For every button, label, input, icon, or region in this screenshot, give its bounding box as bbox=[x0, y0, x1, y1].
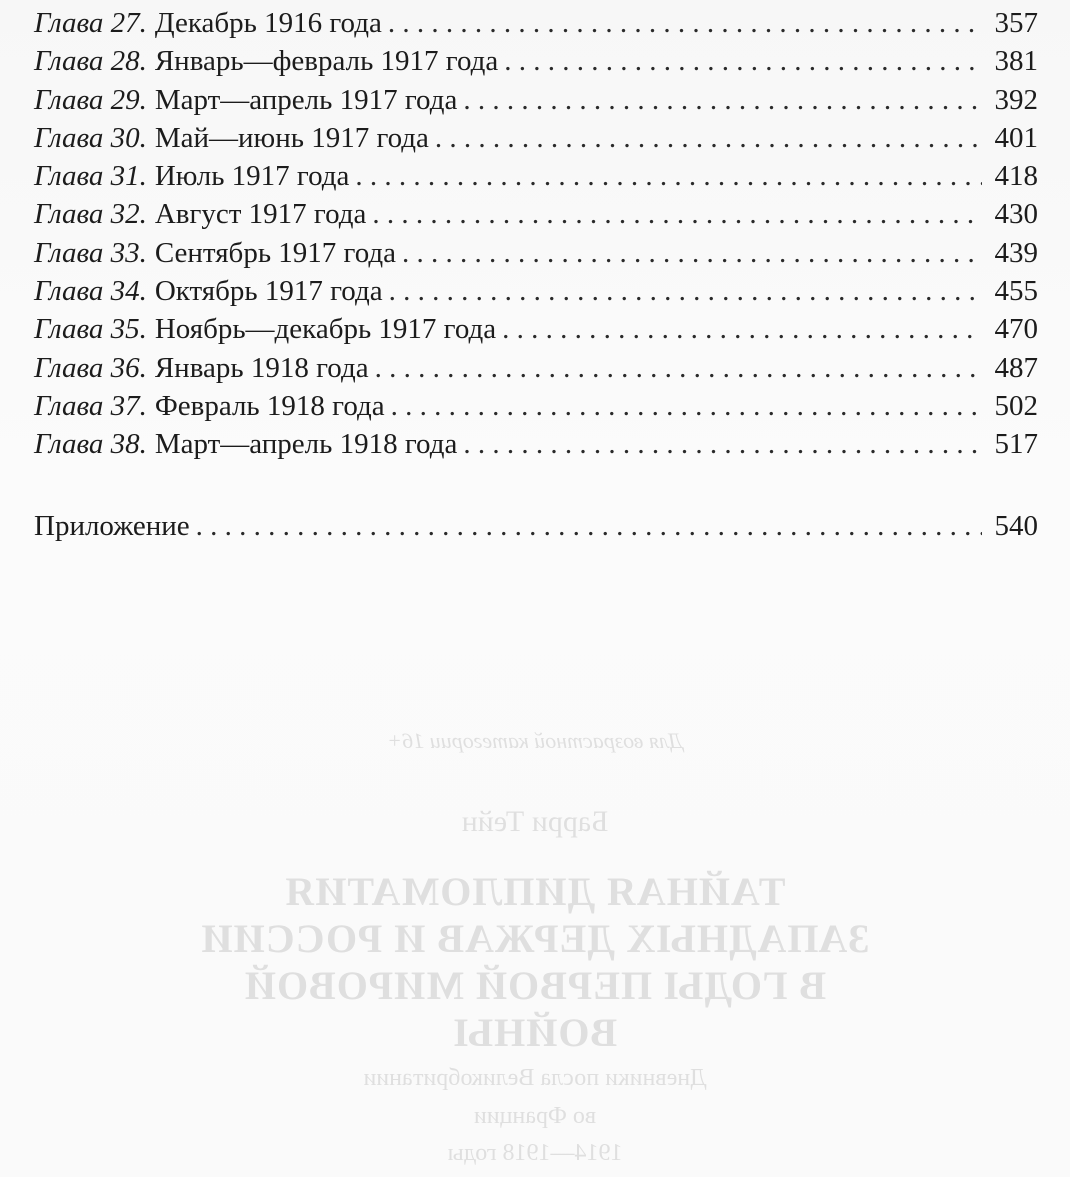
dot-leader bbox=[375, 349, 982, 387]
bleed-subtitle: 1914—1918 годы bbox=[447, 1140, 623, 1166]
toc-entry[interactable] bbox=[34, 272, 1038, 310]
bleed-title: ЗАПАДНЫХ ДЕРЖАВ И РОССИИ bbox=[200, 916, 870, 961]
page-number: 487 bbox=[994, 351, 1038, 384]
chapter-label: Глава 38. bbox=[34, 428, 147, 461]
page-number: 401 bbox=[994, 121, 1038, 154]
page-number: 381 bbox=[994, 45, 1038, 78]
chapter-label: Глава 32. bbox=[34, 198, 147, 231]
chapter-title: Август 1917 года bbox=[154, 198, 367, 231]
chapter-title: Май—июнь 1917 года bbox=[154, 121, 429, 154]
chapter-label: Глава 29. bbox=[34, 83, 147, 116]
dot-leader bbox=[391, 387, 982, 425]
toc-entry[interactable] bbox=[34, 507, 1038, 545]
toc-appendix[interactable] bbox=[34, 507, 1038, 545]
chapter-title: Март—апрель 1918 года bbox=[154, 428, 458, 461]
toc-entry[interactable] bbox=[34, 42, 1038, 80]
chapter-label: Глава 28. bbox=[34, 45, 147, 78]
dot-leader bbox=[504, 42, 982, 80]
toc-entry[interactable] bbox=[34, 4, 1038, 42]
dot-leader bbox=[388, 4, 982, 42]
chapter-label: Глава 35. bbox=[34, 313, 147, 346]
chapter-label: Глава 31. bbox=[34, 160, 147, 193]
page-number: 357 bbox=[994, 7, 1038, 39]
toc-entry[interactable] bbox=[34, 310, 1038, 348]
dot-leader bbox=[372, 195, 982, 233]
page-number: 418 bbox=[994, 160, 1038, 193]
page-number: 502 bbox=[994, 389, 1038, 422]
dot-leader bbox=[196, 507, 982, 545]
chapter-title: Январь—февраль 1917 года bbox=[154, 45, 499, 78]
table-of-contents bbox=[34, 4, 1038, 464]
toc-entry[interactable] bbox=[34, 349, 1038, 387]
bleed-subtitle: Дневники посла Великобритании bbox=[363, 1065, 707, 1091]
bleed-subtitle: во Франции bbox=[473, 1103, 597, 1129]
page-number: 540 bbox=[994, 510, 1038, 542]
chapter-title: Октябрь 1917 года bbox=[154, 275, 383, 308]
dot-leader bbox=[389, 272, 982, 310]
toc-entry[interactable] bbox=[34, 119, 1038, 157]
page-number: 439 bbox=[994, 236, 1038, 269]
chapter-label: Глава 30. bbox=[34, 121, 147, 154]
chapter-title: Ноябрь—декабрь 1917 года bbox=[154, 313, 497, 346]
chapter-label: Глава 37. bbox=[34, 389, 147, 422]
bleed-title: ТАЙНАЯ ДИПЛОМАТИЯ bbox=[284, 869, 786, 914]
page-number: 430 bbox=[994, 198, 1038, 231]
bleed-author: Барри Тейн bbox=[461, 805, 609, 838]
toc-entry[interactable] bbox=[34, 387, 1038, 425]
toc-entry[interactable] bbox=[34, 234, 1038, 272]
page-number: 455 bbox=[994, 275, 1038, 308]
toc-entry[interactable] bbox=[34, 195, 1038, 233]
dot-leader bbox=[355, 157, 982, 195]
page-number: 470 bbox=[994, 313, 1038, 346]
bleed-title: В ГОДЫ ПЕРВОЙ МИРОВОЙ bbox=[243, 963, 827, 1008]
chapter-title: Февраль 1918 года bbox=[154, 389, 385, 422]
bleed-line: Для возрастной категории 16+ bbox=[387, 728, 683, 753]
appendix-title: Приложение bbox=[34, 510, 190, 542]
chapter-label: Глава 27. bbox=[34, 7, 147, 39]
toc-entry[interactable] bbox=[34, 157, 1038, 195]
page-number: 392 bbox=[994, 83, 1038, 116]
chapter-title: Сентябрь 1917 года bbox=[154, 236, 397, 269]
chapter-title: Январь 1918 года bbox=[154, 351, 369, 384]
chapter-label: Глава 33. bbox=[34, 236, 147, 269]
bleed-title: ВОЙНЫ bbox=[452, 1010, 618, 1055]
dot-leader bbox=[435, 119, 982, 157]
page-number: 517 bbox=[994, 428, 1038, 461]
dot-leader bbox=[502, 310, 982, 348]
dot-leader bbox=[463, 425, 982, 463]
chapter-title: Декабрь 1916 года bbox=[154, 7, 382, 39]
toc-entry[interactable] bbox=[34, 81, 1038, 119]
dot-leader bbox=[463, 81, 982, 119]
chapter-label: Глава 34. bbox=[34, 275, 147, 308]
chapter-title: Март—апрель 1917 года bbox=[154, 83, 458, 116]
chapter-title: Июль 1917 года bbox=[154, 160, 350, 193]
dot-leader bbox=[402, 234, 982, 272]
toc-entry[interactable] bbox=[34, 425, 1038, 463]
chapter-label: Глава 36. bbox=[34, 351, 147, 384]
